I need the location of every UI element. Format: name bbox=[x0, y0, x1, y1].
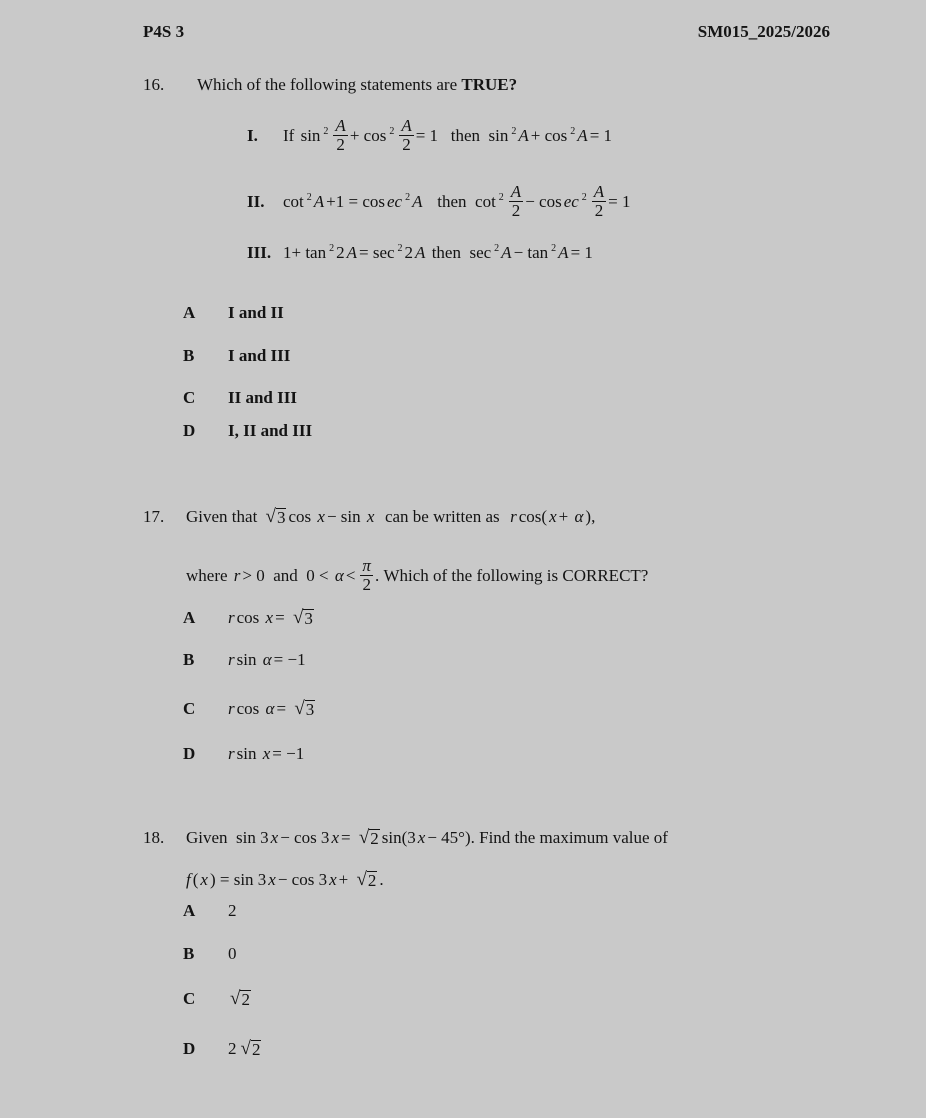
math-variable: ec bbox=[563, 191, 579, 211]
q17-option-b bbox=[183, 650, 308, 670]
math-fraction bbox=[399, 117, 413, 154]
option-letter: A bbox=[183, 608, 196, 627]
math-text: 2 bbox=[228, 901, 237, 920]
math-text: sin bbox=[236, 650, 261, 669]
math-variable: r bbox=[228, 744, 235, 763]
q17-option-a bbox=[183, 608, 316, 628]
math-square-root bbox=[241, 1039, 262, 1059]
fraction-numerator: A bbox=[401, 116, 412, 135]
math-variable: r bbox=[228, 650, 235, 669]
math-text: = bbox=[340, 828, 355, 847]
math-text: can be written as bbox=[376, 507, 509, 526]
math-text: < bbox=[345, 565, 356, 585]
option-letter: B bbox=[183, 650, 195, 669]
math-text: = sec bbox=[359, 243, 395, 262]
q16-option-c bbox=[183, 388, 297, 408]
math-text: where bbox=[186, 565, 232, 585]
math-text: cos bbox=[236, 608, 264, 627]
math-square-root bbox=[266, 507, 287, 527]
math-variable: x bbox=[329, 870, 337, 889]
math-exponent: 2 bbox=[323, 125, 329, 137]
math-text: = bbox=[276, 699, 291, 718]
option-math bbox=[228, 989, 253, 1009]
math-exponent: 2 bbox=[306, 191, 312, 203]
statement-math bbox=[283, 183, 633, 220]
math-square-root bbox=[230, 989, 251, 1009]
q16-stem-text: Which of the following statements are bbox=[197, 75, 458, 94]
math-text: + bbox=[558, 507, 573, 526]
radicand: 2 bbox=[241, 990, 250, 1009]
option-letter: C bbox=[183, 699, 196, 718]
q18-number: 18. bbox=[143, 828, 165, 847]
math-variable: A bbox=[518, 125, 529, 145]
math-variable: x bbox=[549, 507, 557, 526]
math-variable: x bbox=[331, 828, 339, 847]
math-text: − cos bbox=[525, 191, 562, 211]
q18-line2 bbox=[186, 870, 386, 890]
option-letter: D bbox=[183, 744, 196, 763]
math-variable: x bbox=[265, 608, 274, 627]
math-variable: x bbox=[366, 507, 375, 526]
math-text: + cos bbox=[530, 125, 568, 145]
q18-line1-math bbox=[186, 828, 670, 848]
math-variable: α bbox=[262, 650, 272, 669]
fraction-denominator: 2 bbox=[336, 135, 345, 154]
math-fraction bbox=[333, 117, 347, 154]
radical-sign-icon: √ bbox=[292, 607, 304, 628]
math-exponent: 2 bbox=[397, 243, 403, 254]
header-right: SM015_2025/2026 bbox=[697, 22, 830, 41]
header-left: P4S 3 bbox=[143, 22, 185, 41]
q16-statement-1 bbox=[247, 117, 614, 154]
math-exponent: 2 bbox=[494, 243, 500, 254]
radicand: 3 bbox=[305, 700, 315, 719]
math-exponent: 2 bbox=[389, 125, 395, 137]
option-math bbox=[228, 944, 239, 964]
option-text: II and III bbox=[228, 388, 297, 407]
fraction-numerator: A bbox=[593, 182, 605, 201]
math-text: − 45°). Find the maximum value of bbox=[427, 828, 668, 847]
math-text: ( bbox=[192, 870, 199, 889]
math-variable: x bbox=[417, 828, 426, 847]
option-letter: A bbox=[183, 303, 196, 322]
math-text: If bbox=[283, 125, 299, 145]
statement-math bbox=[283, 243, 595, 263]
option-math bbox=[228, 744, 306, 764]
math-variable: ec bbox=[387, 191, 403, 211]
statement-label: III. bbox=[247, 243, 272, 262]
math-text: 0 bbox=[228, 944, 237, 963]
math-text: 2 bbox=[404, 243, 414, 262]
statement-label: I. bbox=[247, 125, 258, 145]
fraction-numerator: A bbox=[335, 116, 346, 135]
q16-statement-3 bbox=[247, 243, 595, 263]
math-variable: A bbox=[412, 191, 423, 211]
math-text: . bbox=[379, 870, 384, 889]
option-math bbox=[228, 901, 239, 921]
math-text: = 1 bbox=[570, 243, 593, 262]
math-variable: x bbox=[200, 870, 208, 889]
math-variable: r bbox=[510, 507, 517, 526]
math-variable: A bbox=[501, 243, 512, 262]
math-variable: r bbox=[228, 608, 235, 627]
statement-label: II. bbox=[247, 191, 265, 211]
option-text: I and III bbox=[228, 346, 291, 365]
math-square-root bbox=[293, 608, 314, 628]
math-text: + bbox=[338, 870, 353, 889]
fraction-numerator: A bbox=[510, 182, 522, 201]
radical-sign-icon: √ bbox=[230, 988, 241, 1009]
option-letter: C bbox=[183, 388, 196, 407]
option-math bbox=[228, 1039, 263, 1059]
math-text: then sec bbox=[427, 243, 492, 262]
math-text: Given that bbox=[186, 507, 262, 526]
math-exponent: 2 bbox=[405, 191, 411, 203]
math-text: 1+ tan bbox=[283, 243, 327, 262]
option-text: I and II bbox=[228, 303, 284, 322]
statement-math bbox=[283, 117, 614, 154]
q17-line1-math bbox=[186, 507, 597, 527]
q16-stem-bold: TRUE? bbox=[461, 75, 518, 94]
math-exponent: 2 bbox=[570, 125, 576, 137]
math-text: sin bbox=[300, 125, 321, 145]
math-text: − sin bbox=[326, 507, 365, 526]
math-variable: A bbox=[415, 243, 426, 262]
option-math bbox=[228, 650, 308, 670]
q17-line2-math bbox=[186, 557, 650, 594]
q18-line2-math bbox=[186, 870, 386, 890]
math-exponent: 2 bbox=[329, 243, 335, 254]
option-letter: C bbox=[183, 989, 196, 1008]
math-text: cot bbox=[283, 191, 304, 211]
q18-option-d bbox=[183, 1039, 263, 1059]
q16-option-b bbox=[183, 346, 290, 366]
fraction-denominator: 2 bbox=[362, 575, 371, 594]
math-square-root bbox=[356, 870, 377, 890]
q16-stem bbox=[197, 75, 517, 95]
q17-number: 17. bbox=[143, 507, 165, 526]
q16-number: 16. bbox=[143, 75, 165, 94]
option-letter: B bbox=[183, 944, 195, 963]
q17-option-c bbox=[183, 699, 317, 719]
math-fraction bbox=[592, 183, 606, 220]
option-math bbox=[228, 699, 317, 719]
math-text: ), bbox=[585, 507, 596, 526]
q16-option-d bbox=[183, 421, 312, 441]
radical-sign-icon: √ bbox=[240, 1038, 251, 1059]
option-letter: D bbox=[183, 421, 196, 440]
math-text: − tan bbox=[513, 243, 549, 262]
math-text: +1 = cos bbox=[326, 191, 386, 211]
q18-option-c bbox=[183, 989, 253, 1009]
q18-option-a bbox=[183, 901, 239, 921]
math-variable: A bbox=[558, 243, 569, 262]
math-variable: f bbox=[186, 870, 191, 889]
math-fraction bbox=[360, 557, 373, 594]
math-text: cos bbox=[236, 699, 264, 718]
q16-statement-2 bbox=[247, 183, 633, 220]
math-exponent: 2 bbox=[551, 243, 557, 254]
option-math bbox=[228, 608, 316, 628]
radicand: 2 bbox=[367, 871, 377, 890]
math-text: = 1 bbox=[589, 125, 613, 145]
math-variable: A bbox=[346, 243, 357, 262]
math-text: = 1 then sin bbox=[415, 125, 509, 145]
math-square-root bbox=[294, 699, 315, 719]
math-variable: x bbox=[317, 507, 325, 526]
radicand: 2 bbox=[251, 1040, 261, 1059]
math-variable: A bbox=[313, 191, 325, 211]
math-exponent: 2 bbox=[511, 125, 517, 137]
q17-option-d bbox=[183, 744, 306, 764]
math-fraction bbox=[509, 183, 523, 220]
math-variable: x bbox=[262, 744, 271, 763]
math-text: − cos 3 bbox=[277, 870, 328, 889]
math-text: = −1 bbox=[273, 650, 306, 669]
q18-option-b bbox=[183, 944, 239, 964]
math-text: = 1 bbox=[608, 191, 631, 211]
radicand: 2 bbox=[370, 829, 379, 848]
radicand: 3 bbox=[304, 609, 313, 628]
math-text: − cos 3 bbox=[280, 828, 330, 847]
q16-option-a bbox=[183, 303, 284, 323]
math-exponent: 2 bbox=[581, 191, 587, 203]
q18-line1 bbox=[186, 828, 670, 848]
fraction-denominator: 2 bbox=[511, 201, 521, 220]
option-text: I, II and III bbox=[228, 421, 313, 440]
math-text: 2 bbox=[336, 243, 345, 262]
math-text: then cot bbox=[424, 191, 496, 211]
math-variable: x bbox=[270, 828, 279, 847]
radical-sign-icon: √ bbox=[265, 506, 276, 527]
math-variable: r bbox=[228, 699, 235, 718]
math-text: > 0 and 0 < bbox=[242, 565, 333, 585]
fraction-denominator: 2 bbox=[594, 201, 604, 220]
math-text: sin(3 bbox=[381, 828, 416, 847]
math-square-root bbox=[359, 828, 380, 848]
math-text: = bbox=[275, 608, 289, 627]
radical-sign-icon: √ bbox=[356, 869, 367, 890]
math-text: ) = sin 3 bbox=[209, 870, 267, 889]
radicand: 3 bbox=[276, 508, 286, 527]
radical-sign-icon: √ bbox=[358, 827, 370, 848]
math-variable: α bbox=[574, 507, 584, 526]
q17-line1 bbox=[186, 507, 597, 527]
math-variable: α bbox=[265, 699, 275, 718]
option-letter: B bbox=[183, 346, 195, 365]
option-letter: D bbox=[183, 1039, 196, 1058]
math-variable: α bbox=[334, 565, 344, 585]
math-variable: x bbox=[268, 870, 276, 889]
math-text: cos( bbox=[518, 507, 548, 526]
math-text: = −1 bbox=[272, 744, 305, 763]
math-text: Given sin 3 bbox=[186, 828, 269, 847]
fraction-denominator: 2 bbox=[402, 135, 411, 154]
math-exponent: 2 bbox=[498, 191, 504, 203]
math-text: . Which of the following is CORRECT? bbox=[374, 565, 649, 585]
option-letter: A bbox=[183, 901, 196, 920]
math-variable: A bbox=[577, 125, 588, 145]
q17-line2 bbox=[186, 557, 650, 594]
math-text: 2 bbox=[228, 1039, 237, 1058]
fraction-numerator: π bbox=[362, 556, 371, 575]
math-text: cos bbox=[288, 507, 316, 526]
math-variable: r bbox=[233, 565, 241, 585]
radical-sign-icon: √ bbox=[294, 698, 305, 719]
math-text: sin bbox=[236, 744, 261, 763]
math-text: + cos bbox=[349, 125, 387, 145]
